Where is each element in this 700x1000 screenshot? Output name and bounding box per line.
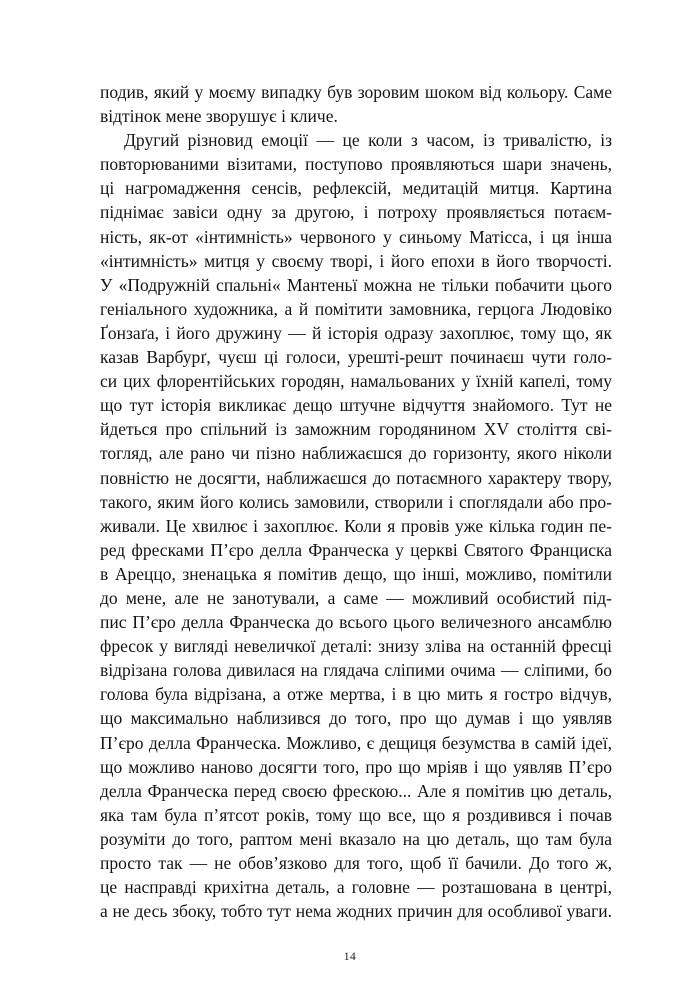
text-line: що можливо наново досягти того, про що мріяв і що уявляв П’єро xyxy=(100,756,612,777)
text-line: піднімає завіси одну за другою, і потроху проявляється потаєм- xyxy=(100,202,612,223)
text-line: що тут історія викликає дещо штучне відчуття знайомого. Тут не xyxy=(100,395,612,416)
text-line: казав Варбурґ, чуєш ці голоси, урешті-решт починаєш чути голо- xyxy=(100,347,612,368)
text-line: голова була відрізана, а отже мертва, і в цю мить я гостро відчув, xyxy=(100,684,612,705)
text-line: Другий різновид емоції — це коли з часом, із тривалістю, із xyxy=(124,130,612,151)
text-line: повторюваними візитами, поступово проявляються шари значень, xyxy=(100,154,612,175)
text-line: розуміти до того, раптом мені вказало на цю деталь, що там була xyxy=(100,828,612,849)
text-line: ці нагромадження сенсів, рефлексій, медитацій митця. Картина xyxy=(100,178,612,199)
body-text xyxy=(100,80,612,923)
text-line: геніального художника, а й помітити замовника, герцога Людовіко xyxy=(100,298,612,319)
text-line: подив, який у моєму випадку був зоровим шоком від кольору. Саме xyxy=(100,82,612,102)
text-line: а не десь збоку, тобто тут нема жодних причин для особливої уваги. xyxy=(100,901,612,922)
text-line: си цих флорентійських городян, намальованих у їхній капелі, тому xyxy=(100,371,612,392)
text-line: делла Франческа перед своєю фрескою... Але я помітив цю деталь, xyxy=(100,780,612,801)
text-line: просто так — не обов’язково для того, щоб її бачили. До того ж, xyxy=(100,853,612,873)
text-line: тогляд, але рано чи пізно наближаєшся до горизонту, якого ніколи xyxy=(100,443,612,464)
text-line: ність, як-от «інтимність» червоного у синьому Матісса, і ця інша xyxy=(100,226,612,247)
text-line: живали. Це хвилює і захоплює. Коли я провів уже кілька годин пе- xyxy=(100,515,612,536)
text-line: такого, яким його колись замовили, створили і споглядали або про- xyxy=(100,491,612,512)
text-line: фресок у вигляді невеличкої деталі: знизу зліва на останній фресці xyxy=(100,636,612,657)
text-line: яка там була п’ятсот років, тому що все, що я роздивився і почав xyxy=(100,804,612,825)
text-line: «інтимність» митця у своєму творі, і його епохи в його творчості. xyxy=(100,250,612,271)
text-line: Ґонзаґа, і його дружину — й історія одразу захоплює, тому що, як xyxy=(100,322,612,343)
text-line: У «Подружній спальні« Мантеньї можна не тільки побачити цього xyxy=(100,274,612,295)
text-line: П’єро делла Франческа. Можливо, є дещиця безумства в самій ідеї, xyxy=(100,732,612,753)
page-number: 14 xyxy=(343,951,357,963)
text-line: повністю не досягти, наближаєшся до потаємного характеру твору, xyxy=(100,467,612,488)
text-line: в Ареццо, зненацька я помітив дещо, що інші, можливо, помітили xyxy=(100,563,612,584)
text-line: що максимально наблизився до того, про що думав і що уявляв xyxy=(100,708,612,729)
text-line: це насправді крихітна деталь, а головне — розташована в центрі, xyxy=(100,877,612,898)
text-line: відрізана голова дивилася на глядача сліпими очима — сліпими, бо xyxy=(100,660,612,681)
text-line: йдеться про спільний із заможним городянином XV століття сві- xyxy=(100,419,612,440)
text-line: пис П’єро делла Франческа до всього цього величезного ансамблю xyxy=(100,612,612,633)
text-line: ред фресками П’єро делла Франческа у церкві Святого Франциска xyxy=(100,539,612,560)
text-line: відтінок мене зворушує і кличе. xyxy=(100,106,338,127)
text-line: до мене, але не занотували, а саме — можливий особистий під- xyxy=(100,587,612,608)
